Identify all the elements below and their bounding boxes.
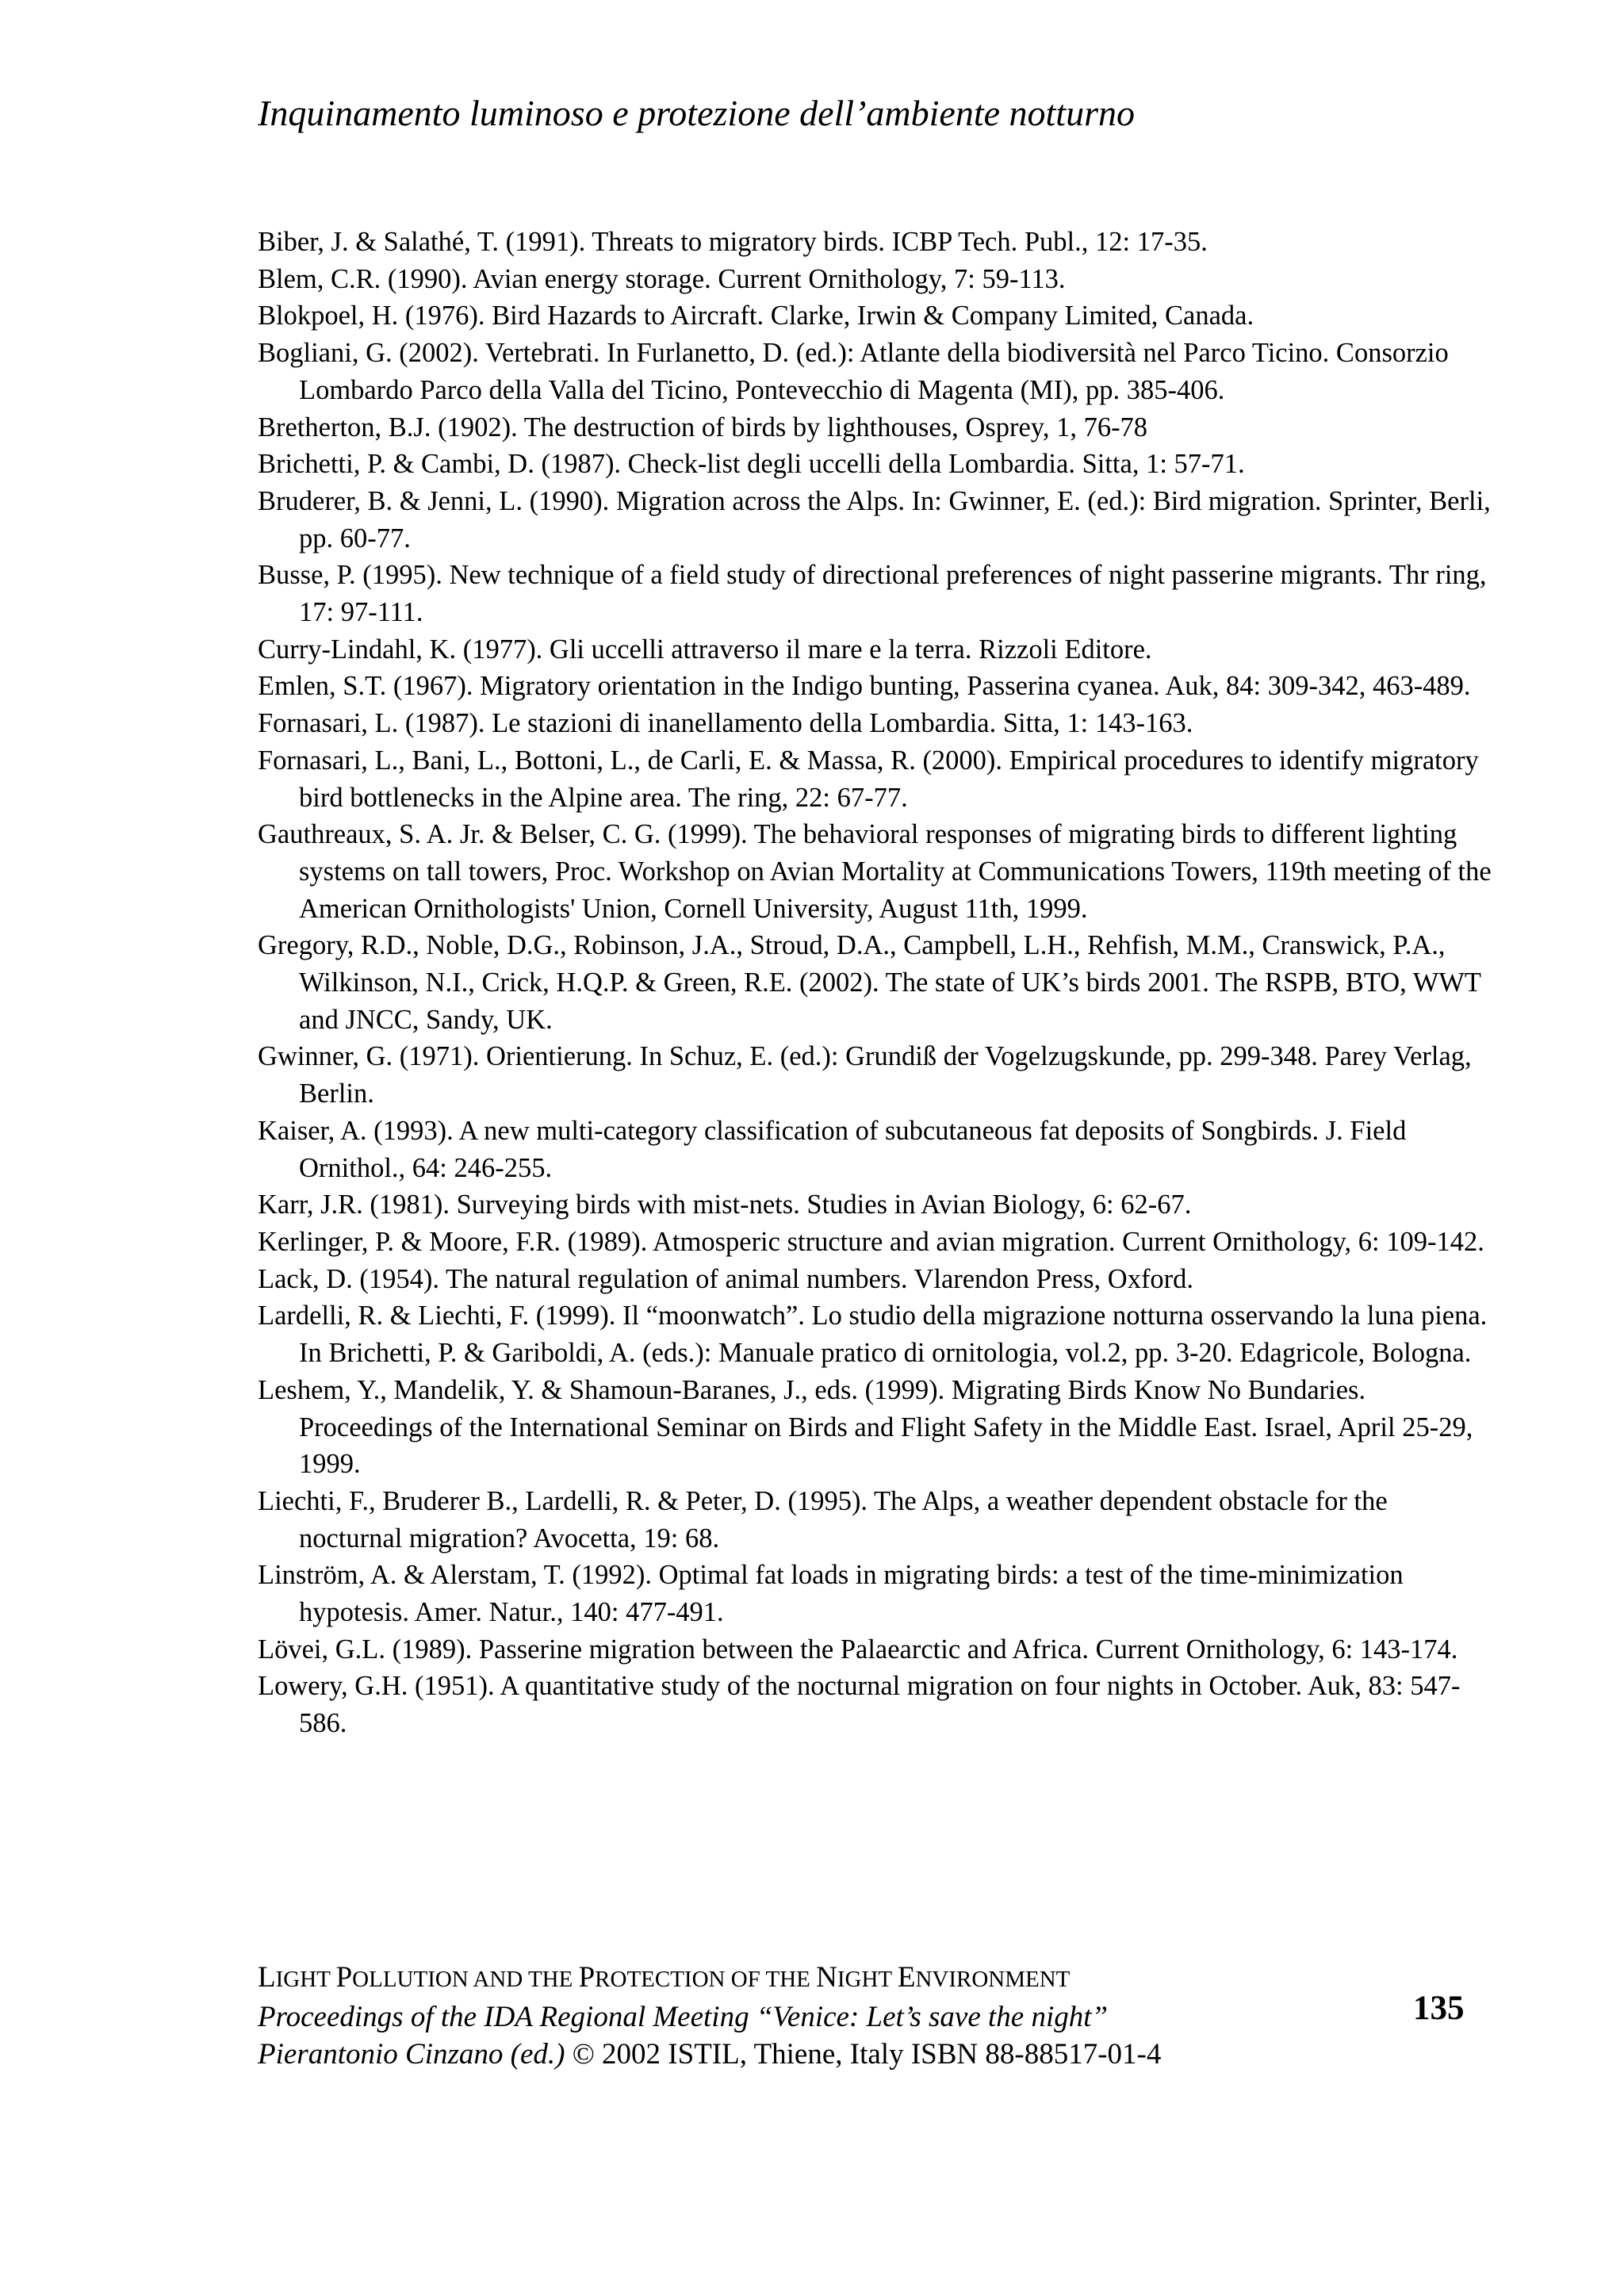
reference-entry: Emlen, S.T. (1967). Migratory orientation in the Indigo bunting, Passerina cyanea. Auk, 84: 309-342, 463-489. bbox=[258, 671, 1471, 702]
publication-info bbox=[258, 2036, 1479, 2073]
reference-entry: Bogliani, G. (2002). Vertebrati. In Furlanetto, D. (ed.): Atlante della biodiversità nel Parco Ticino. Consorzio Lombardo Parco della Valla del Ticino, Pontevecchio di Magenta (MI), pp. 385-406. bbox=[258, 338, 1449, 405]
publisher: © 2002 ISTIL, Thiene, Italy ISBN 88-88517-01-4 bbox=[565, 2038, 1162, 2071]
proceedings-title: Proceedings of the IDA Regional Meeting “Venice: Let’s save the night” bbox=[258, 2001, 1109, 2033]
reference-entry: Biber, J. & Salathé, T. (1991). Threats to migratory birds. ICBP Tech. Publ., 12: 17-35. bbox=[258, 227, 1208, 257]
series-title: LIGHT POLLUTION AND THE PROTECTION OF THE NIGHT ENVIRONMENT bbox=[258, 1961, 1071, 1994]
reference-entry: Fornasari, L. (1987). Le stazioni di inanellamento della Lombardia. Sitta, 1: 143-163. bbox=[258, 708, 1193, 739]
reference-entry: Lardelli, R. & Liechti, F. (1999). Il “moonwatch”. Lo studio della migrazione notturna osservando la luna piena. In Brichetti, P. & Gariboldi, A. (eds.): Manuale pratico di ornitologia, vol.2, pp. 3-20. Edagricole, Bologna. bbox=[258, 1301, 1488, 1369]
reference-entry: Bretherton, B.J. (1902). The destruction of birds by lighthouses, Osprey, 1, 76-78 bbox=[258, 412, 1148, 442]
reference-entry: Lövei, G.L. (1989). Passerine migration between the Palaearctic and Africa. Current Ornithology, 6: 143-174. bbox=[258, 1634, 1458, 1665]
reference-entry: Lack, D. (1954). The natural regulation of animal numbers. Vlarendon Press, Oxford. bbox=[258, 1263, 1194, 1294]
reference-entry: Kerlinger, P. & Moore, F.R. (1989). Atmosperic structure and avian migration. Current Ornithology, 6: 109-142. bbox=[258, 1226, 1484, 1257]
reference-list bbox=[258, 224, 1495, 1742]
reference-entry: Leshem, Y., Mandelik, Y. & Shamoun-Baranes, J., eds. (1999). Migrating Birds Know No Bundaries. Proceedings of the International Seminar on Birds and Flight Safety in the Middle East. Israel, April 25-29, 1999. bbox=[258, 1374, 1473, 1480]
reference-entry: Blem, C.R. (1990). Avian energy storage. Current Ornithology, 7: 59-113. bbox=[258, 263, 1066, 294]
editor: Pierantonio Cinzano (ed.) bbox=[258, 2038, 565, 2071]
reference-entry: Gauthreaux, S. A. Jr. & Belser, C. G. (1999). The behavioral responses of migrating birds to different lighting systems on tall towers, Proc. Workshop on Avian Mortality at Communications Towers, 119th meeting of the American Ornithologists' Union, Cornell University, August 11th, 1999. bbox=[258, 819, 1492, 924]
reference-entry: Linström, A. & Alerstam, T. (1992). Optimal fat loads in migrating birds: a test of the time-minimization hypotesis. Amer. Natur., 140: 477-491. bbox=[258, 1560, 1404, 1628]
page-footer bbox=[258, 1959, 1479, 2073]
reference-entry: Bruderer, B. & Jenni, L. (1990). Migration across the Alps. In: Gwinner, E. (ed.): Bird migration. Sprinter, Berli, pp. 60-77. bbox=[258, 485, 1491, 554]
reference-entry: Blokpoel, H. (1976). Bird Hazards to Aircraft. Clarke, Irwin & Company Limited, Canada. bbox=[258, 301, 1254, 331]
reference-entry: Brichetti, P. & Cambi, D. (1987). Check-list degli uccelli della Lombardia. Sitta, 1: 57-71. bbox=[258, 449, 1245, 480]
reference-entry: Curry-Lindahl, K. (1977). Gli uccelli attraverso il mare e la terra. Rizzoli Editore. bbox=[258, 634, 1152, 665]
reference-entry: Lowery, G.H. (1951). A quantitative study of the nocturnal migration on four nights in October. Auk, 83: 547-586. bbox=[258, 1671, 1461, 1739]
reference-entry: Gregory, R.D., Noble, D.G., Robinson, J.A., Stroud, D.A., Campbell, L.H., Rehfish, M.M., Cranswick, P.A., Wilkinson, N.I., Crick, H.Q.P. & Green, R.E. (2002). The state of UK’s birds 2001. The RSPB, BTO, WWT and JNCC, Sandy, UK. bbox=[258, 930, 1481, 1035]
reference-entry: Kaiser, A. (1993). A new multi-category classification of subcutaneous fat deposits of Songbirds. J. Field Ornithol., 64: 246-255. bbox=[258, 1115, 1407, 1183]
reference-entry: Fornasari, L., Bani, L., Bottoni, L., de Carli, E. & Massa, R. (2000). Empirical procedures to identify migratory bird bottlenecks in the Alpine area. The ring, 22: 67-77. bbox=[258, 745, 1479, 813]
reference-entry: Busse, P. (1995). New technique of a field study of directional preferences of night passerine migrants. Thr ring, 17: 97-111. bbox=[258, 560, 1487, 628]
reference-entry: Liechti, F., Bruderer B., Lardelli, R. & Peter, D. (1995). The Alps, a weather dependent obstacle for the nocturnal migration? Avocetta, 19: 68. bbox=[258, 1485, 1388, 1554]
running-header: Inquinamento luminoso e protezione dell’ambiente notturno bbox=[258, 93, 1135, 133]
page-number: 135 bbox=[1413, 1990, 1465, 2027]
reference-entry: Karr, J.R. (1981). Surveying birds with mist-nets. Studies in Avian Biology, 6: 62-67. bbox=[258, 1190, 1192, 1220]
reference-entry: Gwinner, G. (1971). Orientierung. In Schuz, E. (ed.): Grundiß der Vogelzugskunde, pp. 299-348. Parey Verlag, Berlin. bbox=[258, 1041, 1472, 1109]
